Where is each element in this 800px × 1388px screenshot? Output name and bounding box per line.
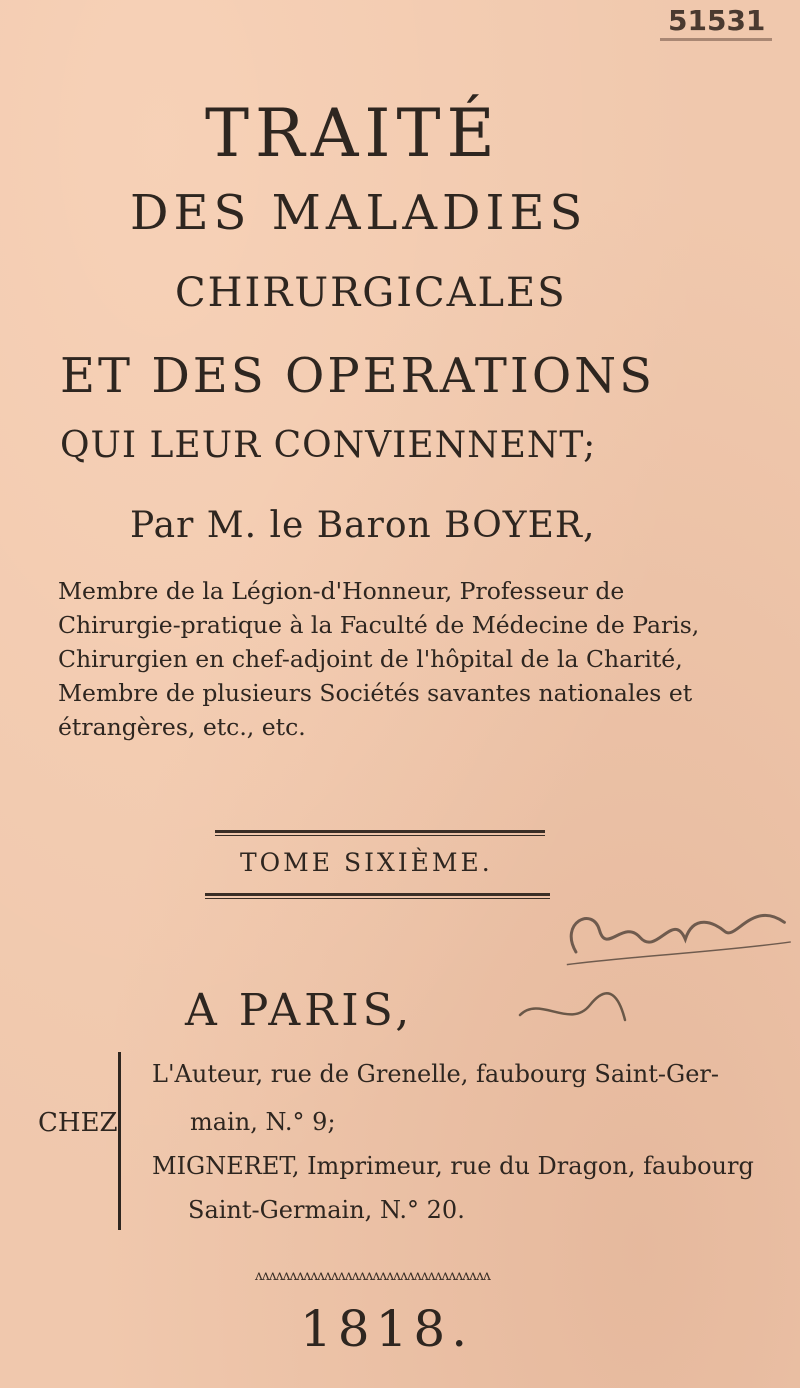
publisher-line-4: Saint-Germain, N.° 20. bbox=[188, 1196, 465, 1224]
tome-rule-top-thin bbox=[215, 835, 545, 836]
title-line-3: CHIRURGICALES bbox=[175, 270, 567, 316]
publisher-chez: CHEZ bbox=[38, 1108, 118, 1138]
title-line-5: QUI LEUR CONVIENNENT; bbox=[60, 425, 597, 466]
title-line-2: DES MALADIES bbox=[130, 185, 588, 241]
signature-scribble bbox=[553, 887, 797, 974]
tome-rule-top bbox=[215, 830, 545, 833]
handwritten-flourish bbox=[510, 985, 630, 1039]
tome-label: TOME SIXIÈME. bbox=[240, 848, 493, 877]
author-description: Membre de la Légion-d'Honneur, Professeur de Chirurgie-pratique à la Faculté de Médecine de Paris, Chirurgien en chef-adjoint de l'hôpital de la Charité, Membre de plusieurs Sociétés savantes nationales et étrangères, etc., etc. bbox=[58, 577, 700, 741]
publisher-line-2: main, N.° 9; bbox=[190, 1108, 336, 1136]
imprint-city: A PARIS, bbox=[185, 985, 414, 1036]
author-line: Par M. le Baron BOYER, bbox=[130, 505, 596, 546]
publication-year: 1818. bbox=[300, 1300, 474, 1358]
publisher-line-1: L'Auteur, rue de Grenelle, faubourg Saint-Ger- bbox=[152, 1060, 719, 1088]
handwritten-signature bbox=[553, 887, 798, 984]
publisher-brace bbox=[118, 1052, 135, 1230]
publisher-line-3: MIGNERET, Imprimeur, rue du Dragon, faubourg bbox=[152, 1152, 754, 1180]
tome-rule-bottom bbox=[205, 893, 550, 896]
title-line-4: ET DES OPERATIONS bbox=[60, 348, 656, 404]
ornamental-rule: ʌʌʌʌʌʌʌʌʌʌʌʌʌʌʌʌʌʌʌʌʌʌʌʌʌʌʌʌʌʌʌʌʌʌ bbox=[255, 1268, 490, 1284]
title-line-1: TRAITÉ bbox=[205, 95, 501, 172]
tome-rule-bottom-thin bbox=[205, 898, 550, 899]
call-number: 51531 bbox=[668, 4, 766, 37]
call-number-underline bbox=[660, 38, 772, 41]
